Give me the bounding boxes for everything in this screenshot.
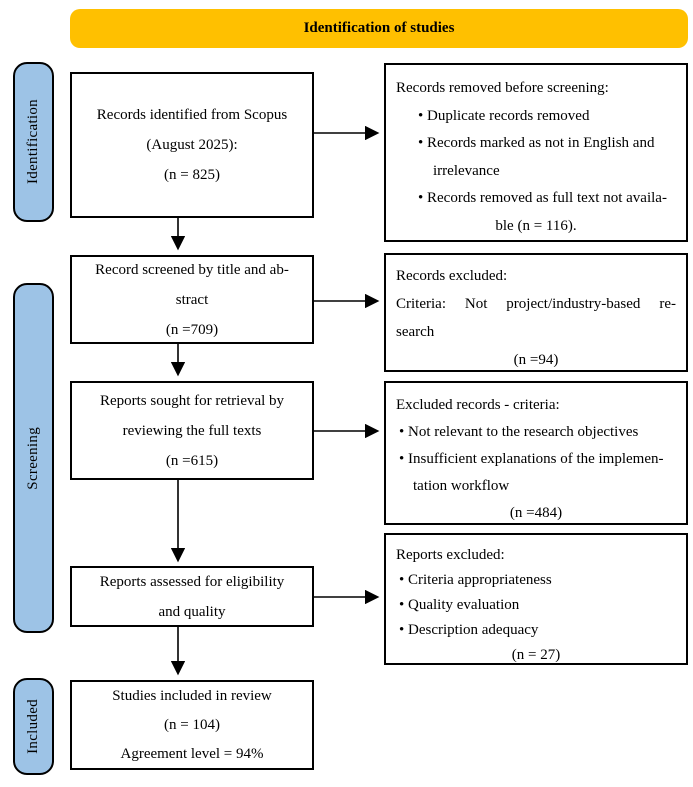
bullet-line: • Criteria appropriateness — [396, 568, 676, 593]
banner — [70, 9, 688, 48]
bullet-line: • Duplicate records removed — [396, 103, 676, 131]
text-line: reviewing the full texts — [122, 422, 262, 439]
text-line: Reports excluded: — [396, 547, 505, 563]
bullet-line: • Not relevant to the research objectives — [396, 419, 676, 446]
stage-label-text: Included — [25, 699, 41, 754]
text-line: ble (n = 116). — [495, 217, 577, 234]
box-records-removed-before-screening — [384, 63, 688, 242]
box-reports-assessed — [70, 566, 314, 627]
bullet-line: • Insufficient explanations of the implemen- — [396, 446, 676, 473]
text-line: Excluded records - criteria: — [396, 397, 560, 413]
text-line: irrelevance — [433, 162, 500, 179]
text-line: (n = 104) — [164, 716, 220, 733]
text-line: (n =615) — [165, 452, 219, 469]
stage-label-text: Identification — [25, 99, 41, 185]
text-line: (August 2025): — [146, 137, 238, 153]
text-line: stract — [175, 291, 209, 308]
stage-label-identification — [13, 62, 54, 222]
text-line: and quality — [158, 603, 226, 620]
text-line: search — [396, 324, 435, 340]
text-line: Reports assessed for eligibility — [99, 573, 285, 590]
box-excluded-records-criteria — [384, 381, 688, 525]
text-line: tation workflow — [413, 478, 510, 494]
text-line: Agreement level = 94% — [120, 745, 264, 762]
text-line: Studies included in review — [112, 687, 272, 704]
bullet-line: • Records removed as full text not availa- — [396, 185, 676, 213]
count-line: (n = 27) — [511, 647, 561, 663]
count-line: (n =94) — [513, 352, 559, 368]
banner-title: Identification of studies — [303, 20, 455, 36]
box-studies-included — [70, 680, 314, 770]
text-line: (n =709) — [165, 321, 219, 338]
text-line: Records removed before screening: — [396, 80, 609, 96]
text-line: Reports sought for retrieval by — [99, 392, 285, 409]
text-line: (n = 825) — [164, 167, 220, 183]
box-records-identified — [70, 72, 314, 218]
box-records-screened — [70, 255, 314, 344]
count-line: (n =484) — [509, 505, 563, 521]
box-records-excluded — [384, 253, 688, 372]
text-line: Records identified from Scopus — [96, 107, 288, 123]
box-reports-excluded — [384, 533, 688, 665]
text-line: Record screened by title and ab- — [95, 261, 289, 278]
stage-label-text: Screening — [25, 426, 41, 490]
text-line: Records excluded: — [396, 268, 508, 284]
stage-label-screening — [13, 283, 54, 633]
bullet-line: • Description adequacy — [396, 618, 676, 643]
box-reports-sought — [70, 381, 314, 480]
text-line: Criteria: Not project/industry-based re- — [396, 296, 676, 312]
stage-label-included — [13, 678, 54, 775]
bullet-line: • Quality evaluation — [396, 593, 676, 618]
bullet-line: • Records marked as not in English and — [396, 130, 676, 158]
